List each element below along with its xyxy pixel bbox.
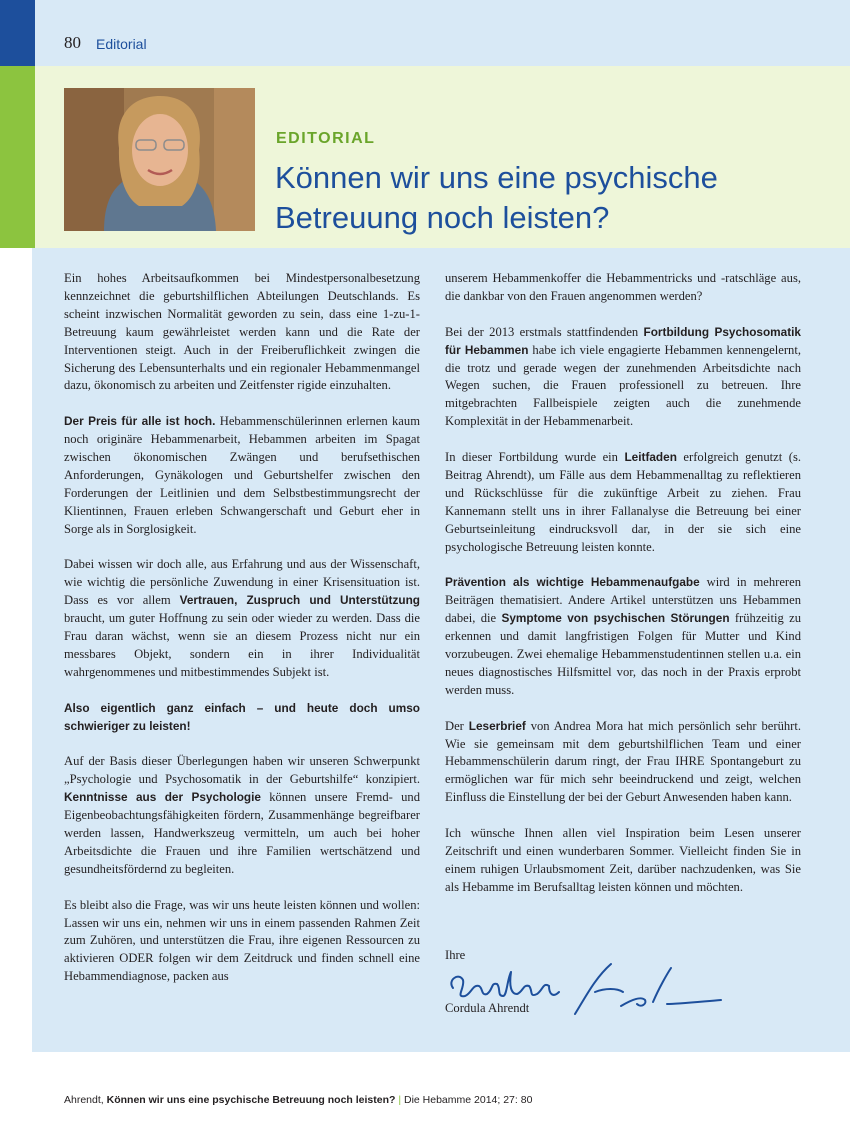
bold-lead: Prävention als wichtige Hebammenaufgabe [445,575,700,590]
paragraph: Bei der 2013 erstmals stattfindenden Fortbildung Psychosomatik für Hebammen habe ich viele engagierte Hebammen kennengelernt, die trotz und gerade wegen der zunehmenden Arbeitsdichte nach Wegen suchen, die Frauen professionell zu betreuen. Ihre mitgebrachten Fallbeispiele zeigten auch die zunehmende Komplexität in der Hebammenarbeit. [445,324,801,429]
footer-title: Können wir uns eine psychische Betreuung noch leisten? [106,1094,396,1106]
bold-lead: Der Preis für alle ist hoch. [64,414,216,429]
paragraph: Ich wünsche Ihnen allen viel Inspiration beim Lesen unserer Zeitschrift und einen wunderbaren Sommer. Vielleicht finden Sie in einem ruhigen Urlaubsmoment Zeit, darüber nachzudenken, was Sie als Hebamme im Berufsalltag leisten können und möchten. [445,826,801,894]
author-portrait-icon [64,88,255,231]
header-accent [0,0,35,66]
paragraph: Auf der Basis dieser Überlegungen haben wir unseren Schwerpunkt „Psychologie und Psychosomatik in der Geburtshilfe“ konzipiert. Kenntnisse aus der Psychologie können unsere Fremd- und Eigenbeobachtungsfähigkeiten fördern, Zusammenhänge begreifbarer werden lassen, Handwerkszeug vermitteln, um auch bei hoher Arbeitsdichte die Frauen und ihre Familien wertschätzend und gesundheitsfördernd zu begleiten. [64,754,420,876]
paragraph: Der Leserbrief von Andrea Mora hat mich persönlich sehr berührt. Wie sie gemeinsam mit dem geburtshilflichen Team und einer Hebammenschülerin darum ringt, der Frau IHRE Spontangeburt zu ermöglichen war für mich sehr beeindruckend und zeigt, welchen Einfluss die Einstellung der bei der Geburt Anwesenden haben kann. [445,718,802,805]
article-title: Können wir uns eine psychische Betreuung noch leisten? [275,160,718,235]
column-left [64,270,420,1004]
signoff-name: Cordula Ahrendt [445,1001,530,1015]
paragraph: unserem Hebammenkoffer die Hebammentricks und -ratschläge aus, die dankbar von den Frauen angenommen werden? [445,271,801,303]
bold-phrase: Vertrauen, Zuspruch und Unterstützung [179,593,420,608]
paragraph: Der Preis für alle ist hoch. Hebammenschülerinnen erlernen kaum noch originäre Hebammenarbeit, Hebammen arbeiten im Spagat zwischen ökonomischen Zwängen und berufsethischen Anforderungen, Gynäkologen und Geburtshelfer zwischen den Forderungen der Leitlinien und dem Selbstbestimmungsrecht der Klientinnen, Frauen erleben Schwangerschaft und Geburt eher in Sorge als in Sorglosigkeit. [64,414,420,536]
bold-phrase: Kenntnisse aus der Psychologie [64,790,261,805]
footer-citation: Ahrendt, Können wir uns eine psychische Betreuung noch leisten? | Die Hebamme 2014; 27: 80 [64,1094,533,1106]
bold-phrase: Symptome von psychischen Störungen [501,611,730,626]
footer-journal: Die Hebamme 2014; 27: 80 [404,1094,533,1106]
author-photo [64,88,255,231]
signoff-greeting: Ihre [445,948,466,962]
bold-phrase: Leserbrief [468,718,526,733]
paragraph [64,700,420,736]
paragraph: In dieser Fortbildung wurde ein Leitfaden erfolgreich genutzt (s. Beitrag Ahrendt), um Fälle aus dem Hebammenalltag zu reflektieren und Rückschlüsse für die zukünftige Arbeit zu ziehen. Frau Kannemann stellt uns in ihrer Fallanalyse die Betreuung bei einer Geburtseinleitung eindrucksvoll dar, in der sie sich eine psychologische Betreuung leisten konnte. [445,450,801,554]
column-right [445,270,801,915]
bold-phrase: Leitfaden [624,450,677,465]
paragraph: Es bleibt also die Frage, was wir uns heute leisten können und wollen: Lassen wir uns ein, nehmen wir uns in einem passenden Rahmen Zeit zum Zuhören, und unterstützen die Frau, ihre eigenen Ressourcen zu aktivieren ODER folgen wir dem Zeitdruck und finden schnell eine Hebammendiagnose, packen aus [64,897,420,984]
header-band [35,0,850,66]
section-label: Editorial [96,36,147,52]
paragraph: Prävention als wichtige Hebammenaufgabe wird in mehreren Beiträgen thematisiert. Andere Artikel unterstützen uns Hebammen dabei, die Symptome von psychischen Störungen frühzeitig zu erkennen und damit langfristigen Folgen für Mutter und Kind vorzubeugen. Zwei ehemalige Hebammenstudentinnen stellen u.a. ein neues diagnostisches Hilfsmittel vor, das noch in der Praxis erprobt werden muss. [445,575,802,697]
bold-heading: Also eigentlich ganz einfach – und heute doch umso schwieriger zu leisten! [64,700,420,733]
hero-accent [0,66,35,248]
bold-phrase: Fortbildung Psychosomatik für Hebammen [445,324,801,357]
paragraph: Dabei wissen wir doch alle, aus Erfahrung und aus der Wissenschaft, wie wichtig die persönliche Zuwendung in einer Krisensituation ist. Dass es vor allem Vertrauen, Zuspruch und Unterstützung braucht, um guter Hoffnung zu sein oder wieder zu werden. Dass die Frau daran wächst, wenn sie an diesem Prozess nicht nur ein messbares Objekt, sondern ein in ihrer Individualität wahrgenommenes und mitbestimmendes Subjekt ist. [64,557,420,679]
footer-separator: | [395,1094,404,1106]
paragraph: Ein hohes Arbeitsaufkommen bei Mindestpersonalbesetzung kennzeichnet die geburtshilflichen Abteilungen Deutschlands. Es scheint inzwischen Normalität geworden zu sein, dass eine 1-zu-1-Betreuung kaum gewährleistet werden kann und die Rate der Interventionen steigt. Auch in der Freiberuflichkeit zwingen die Sicherung des Lebensunterhalts und ein regionaler Hebammenmangel dazu, ökonomisch zu arbeiten und Zeitfenster rigide einzuhalten. [64,271,420,393]
page-number: 80 [64,33,81,52]
kicker: EDITORIAL [276,130,376,147]
